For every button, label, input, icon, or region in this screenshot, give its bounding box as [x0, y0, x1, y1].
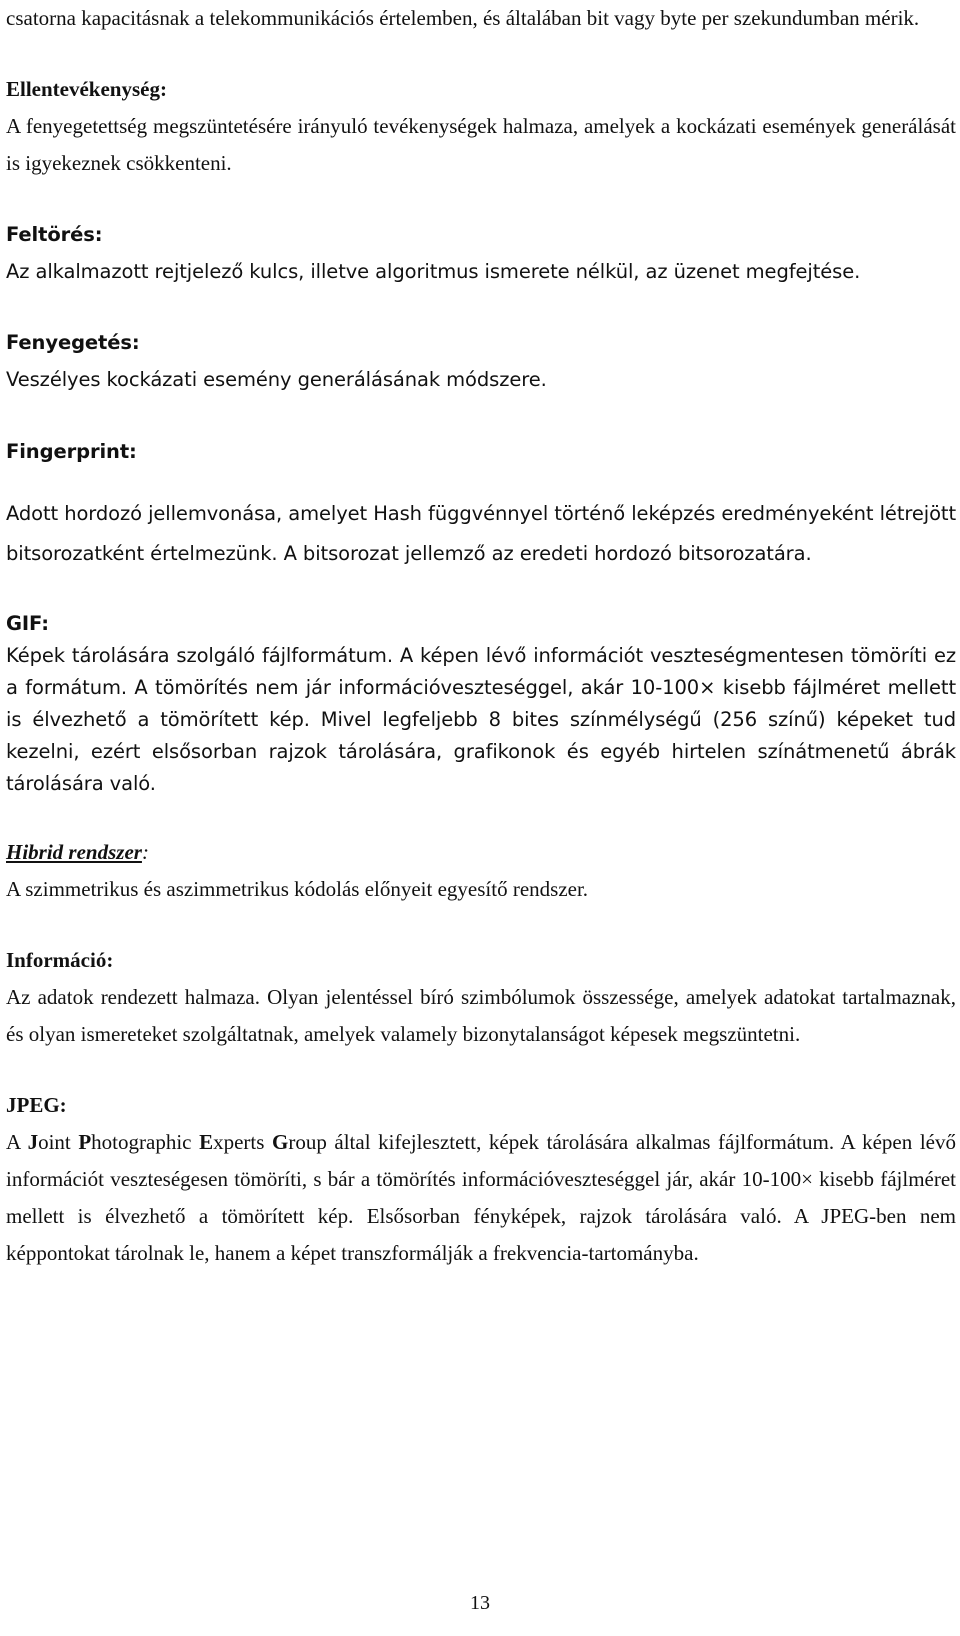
acronym-letter: J — [27, 1130, 39, 1154]
term-definition: Képek tárolására szolgáló fájlformátum. A képen lévő információt veszteségmentesen tömöríti ez a formátum. A tömörítés nem jár információveszteséggel, akár 10-100× kisebb fájlméret mellett is élvezhető a tömörített kép. Mivel legfeljebb 8 bites színmélységű (256 színű) képeket tud kezelni, ezért elsősorban rajzok tárolására, grafikonok és egyéb hirtelen színátmenetű ábrák tárolására való. — [6, 644, 956, 795]
term-definition: Az alkalmazott rejtjelező kulcs, illetve algoritmus ismerete nélkül, az üzenet megfejtése. — [6, 260, 861, 283]
term-heading: Információ: — [6, 948, 114, 972]
term-heading: Ellentevékenység: — [6, 77, 167, 101]
entry-ellentevekenyseg — [6, 71, 956, 182]
term-heading — [6, 834, 956, 871]
def-part: oint — [38, 1130, 79, 1154]
term-definition: A fenyegetettség megszüntetésére irányuló tevékenységek halmaza, amelyek a kockázati események generálását is igyekeznek csökkenteni. — [6, 114, 956, 175]
acronym-letter: P — [78, 1130, 92, 1154]
term-heading: Fingerprint: — [6, 440, 137, 463]
entry-informacio — [6, 942, 956, 1053]
def-part: roup által kifejlesztett, képek tárolására alkalmas fájlformátum. A képen lévő információt veszteségesen tömöríti, s bár a tömörítés információveszteséggel jár, akár 10-100× kisebb fájlméret mellett is élvezhető a tömörített kép. Elsősorban fényképek, rajzok tárolására való. A JPEG-ben nem képpontokat tárolnak le, hanem a képet transzformálják a frekvencia-tartományba. — [6, 1130, 956, 1265]
term-heading-text: Hibrid rendszer — [6, 840, 142, 864]
term-definition: Adott hordozó jellemvonása, amelyet Hash függvénnyel történő leképzés eredményeként létrejött bitsorozatként értelmezünk. A bitsorozat jellemző az eredeti hordozó bitsorozatára. — [6, 502, 956, 565]
def-part: A — [6, 1130, 28, 1154]
def-part: hotographic — [91, 1130, 200, 1154]
entry-fenyegetes — [6, 324, 956, 398]
acronym-letter: E — [199, 1130, 214, 1154]
term-heading: JPEG: — [6, 1093, 67, 1117]
acronym-letter: G — [271, 1130, 289, 1154]
term-definition: Az adatok rendezett halmaza. Olyan jelentéssel bíró szimbólumok összessége, amelyek adatokat tartalmaznak, és olyan ismereteket szolgáltatnak, amelyek valamely bizonytalanságot képesek megszüntetni. — [6, 985, 956, 1046]
page-number: 13 — [470, 1592, 490, 1614]
term-heading: Fenyegetés: — [6, 331, 140, 354]
entry-gif — [6, 608, 956, 800]
term-heading: GIF: — [6, 612, 49, 635]
term-definition — [6, 1124, 956, 1272]
spacer — [6, 472, 956, 494]
entry-fingerprint — [6, 432, 956, 574]
term-heading-colon: : — [141, 840, 149, 864]
term-definition: Veszélyes kockázati esemény generálásának módszere. — [6, 368, 547, 391]
document-page — [6, 0, 956, 1272]
term-heading: Feltörés: — [6, 223, 103, 246]
intro-text: csatorna kapacitásnak a telekommunikációs értelemben, és általában bit vagy byte per szekundumban mérik. — [6, 6, 920, 30]
entry-feltores — [6, 216, 956, 290]
term-definition: A szimmetrikus és aszimmetrikus kódolás előnyeit egyesítő rendszer. — [6, 877, 589, 901]
entry-hibrid — [6, 834, 956, 908]
entry-jpeg — [6, 1087, 956, 1272]
def-part: xperts — [213, 1130, 272, 1154]
